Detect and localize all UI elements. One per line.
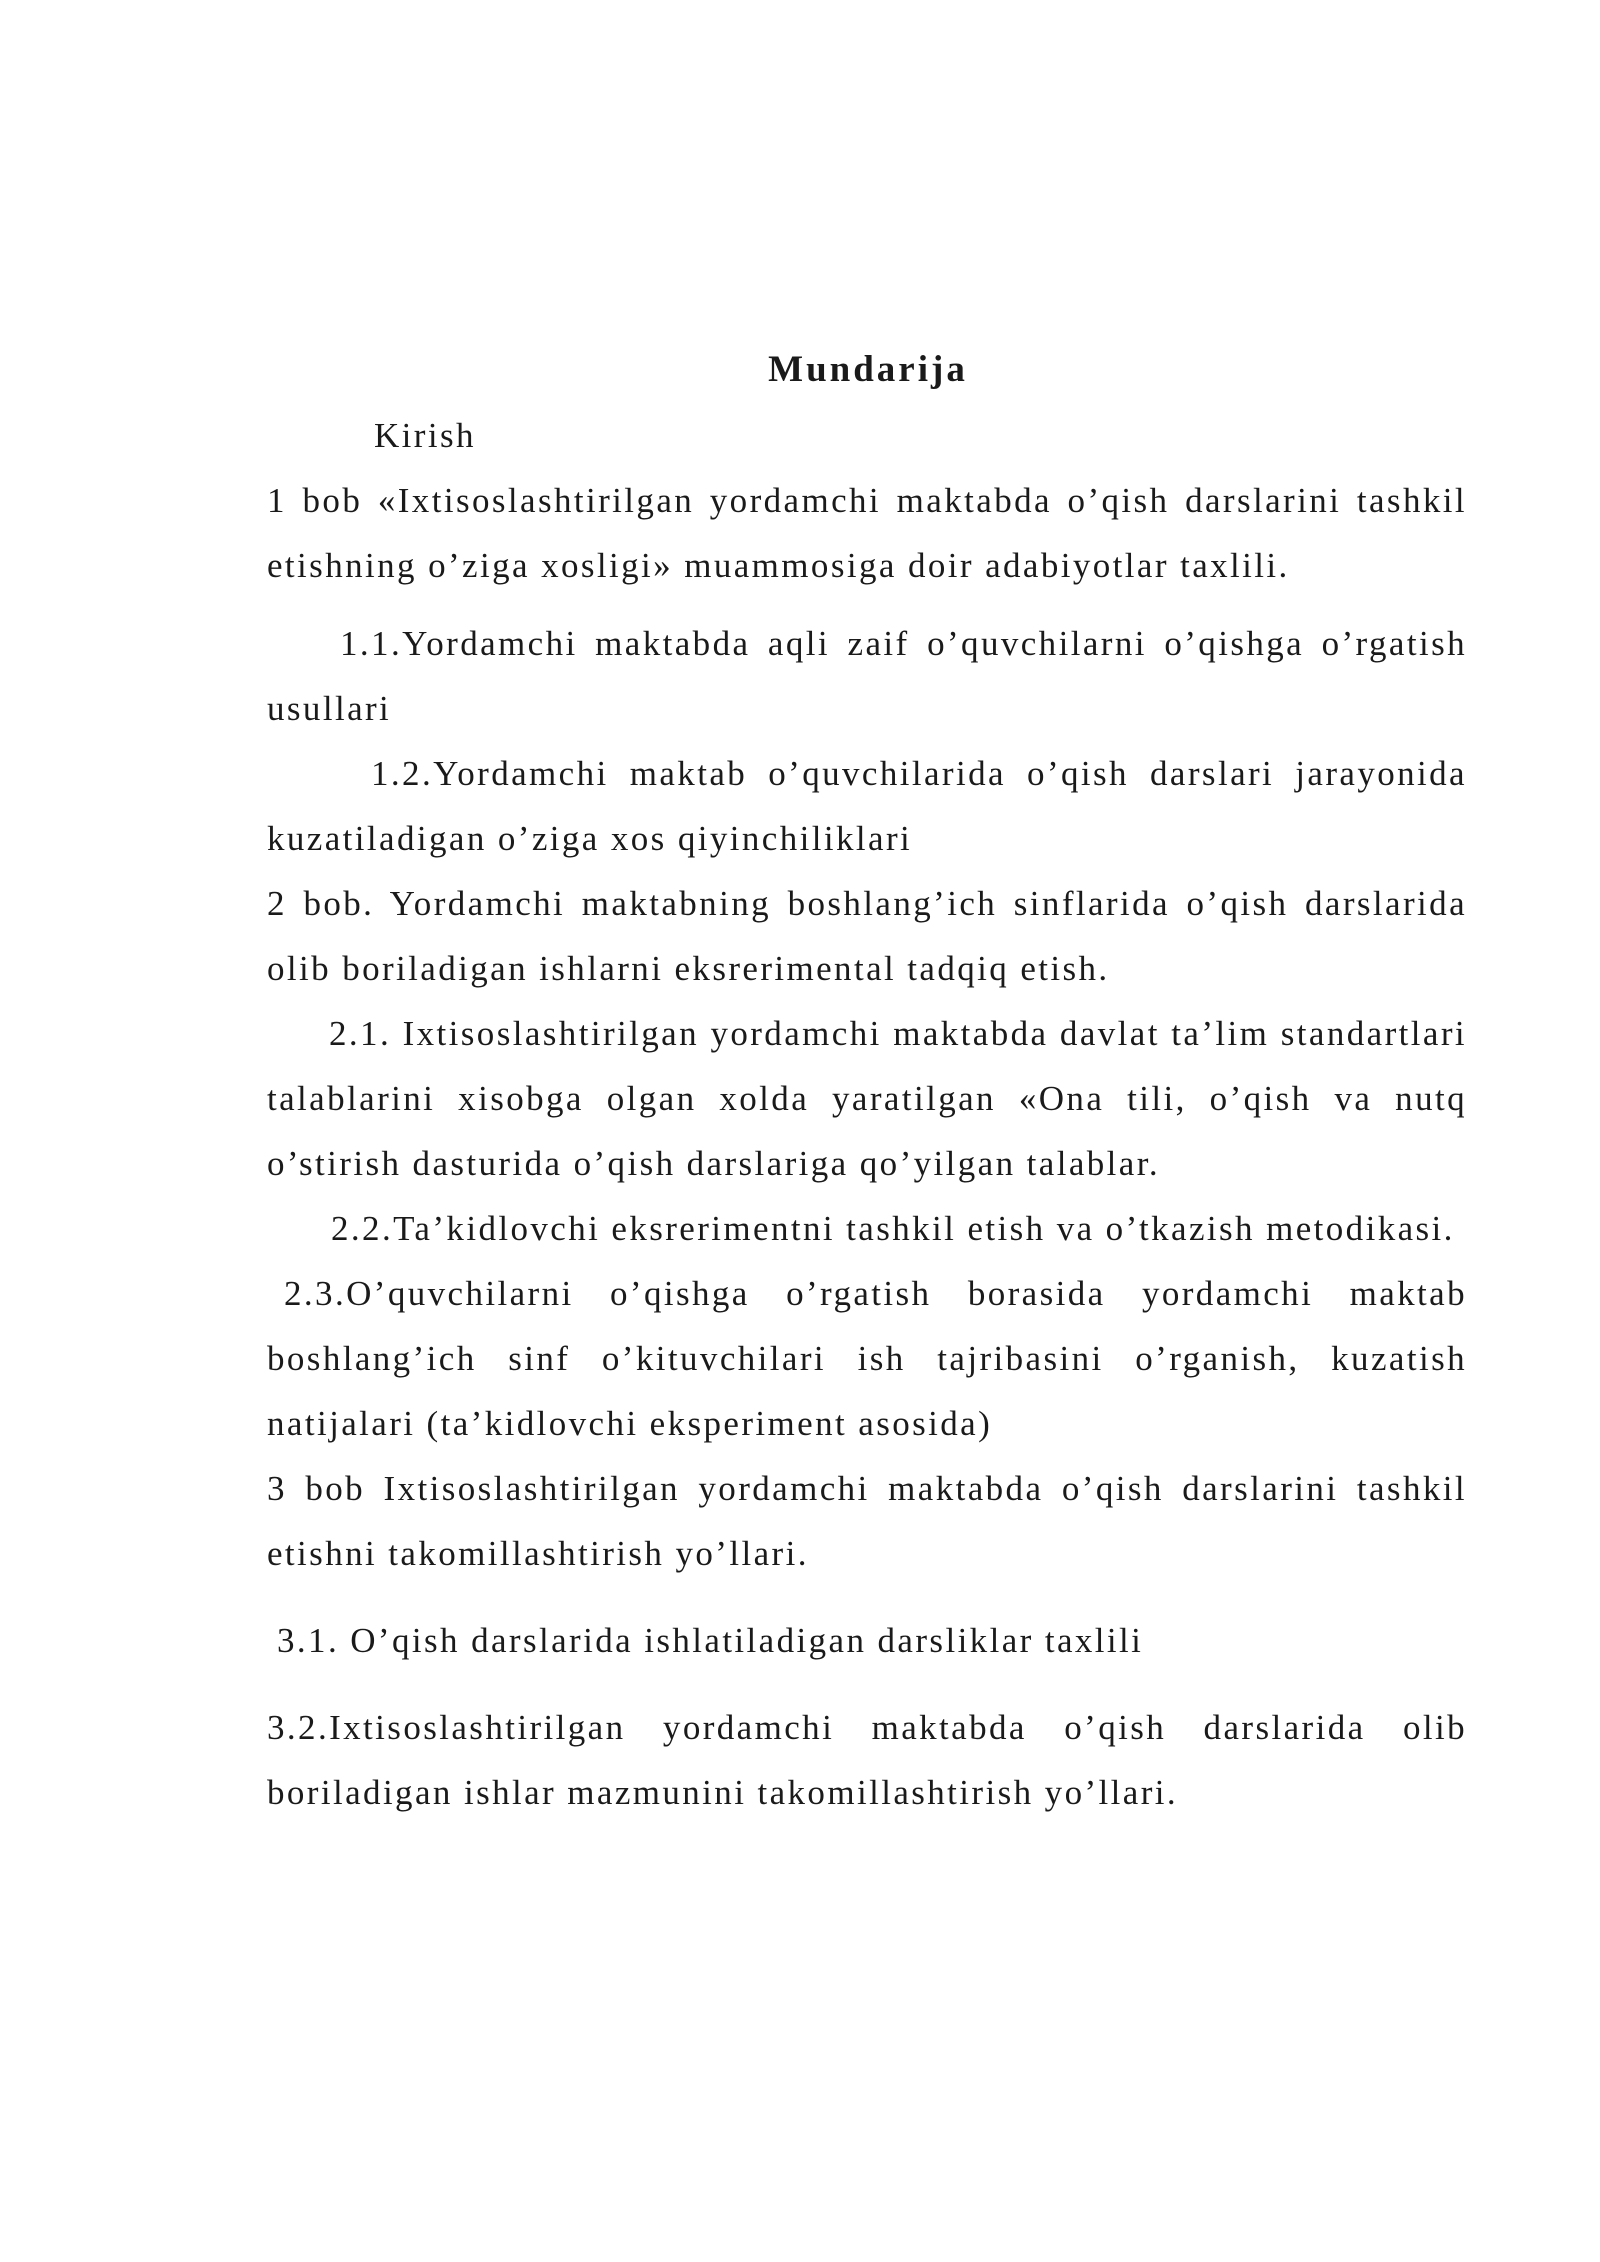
toc-entry-section-1-1: 1.1.Yordamchi maktabda aqli zaif o’quvchilarni o’qishga o’rgatish usullari xyxy=(267,624,1467,728)
toc-entry-introduction: Kirish xyxy=(374,416,476,455)
table-of-contents xyxy=(267,403,1467,1825)
toc-entry-section-3-1: 3.1. O’qish darslarida ishlatiladigan darsliklar taxlili xyxy=(277,1621,1144,1660)
toc-entry-section-1-2: 1.2.Yordamchi maktab o’quvchilarida o’qish darslari jarayonida kuzatiladigan o’ziga xos qiyinchiliklari xyxy=(267,754,1467,858)
toc-entry-section-2-3: 2.3.O’quvchilarni o’qishga o’rgatish borasida yordamchi maktab boshlang’ich sinf o’kituvchilari ish tajribasini o’rganish, kuzatish natijalari (ta’kidlovchi eksperiment asosida) xyxy=(267,1274,1467,1443)
toc-entry-section-2-2: 2.2.Ta’kidlovchi eksrerimentni tashkil etish va o’tkazish metodikasi. xyxy=(331,1209,1455,1248)
toc-entry-chapter-2: 2 bob. Yordamchi maktabning boshlang’ich sinflarida o’qish darslarida olib boriladigan ishlarni eksrerimental tadqiq etish. xyxy=(267,884,1467,988)
toc-entry-chapter-1: 1 bob «Ixtisoslashtirilgan yordamchi maktabda o’qish darslarini tashkil etishning o’ziga xosligi» muammosiga doir adabiyotlar taxlili. xyxy=(267,481,1467,585)
toc-entry-section-3-2: 3.2.Ixtisoslashtirilgan yordamchi maktabda o’qish darslarida olib boriladigan ishlar mazmunini takomillashtirish yo’llari. xyxy=(267,1708,1467,1812)
toc-entry-chapter-3: 3 bob Ixtisoslashtirilgan yordamchi maktabda o’qish darslarini tashkil etishni takomillashtirish yo’llari. xyxy=(267,1469,1467,1573)
toc-entry-section-2-1: 2.1. Ixtisoslashtirilgan yordamchi maktabda davlat ta’lim standartlari talablarini xisobga olgan xolda yaratilgan «Ona tili, o’qish va nutq o’stirish dasturida o’qish darslariga qo’yilgan talablar. xyxy=(267,1014,1467,1183)
page-title: Mundarija xyxy=(768,349,968,390)
